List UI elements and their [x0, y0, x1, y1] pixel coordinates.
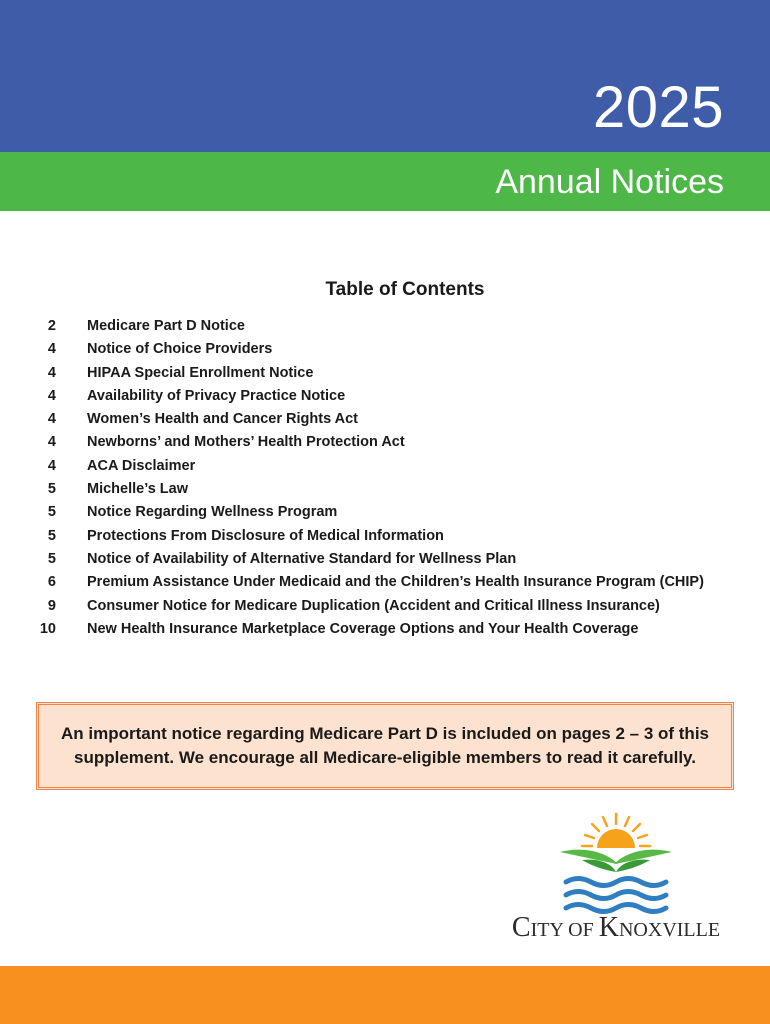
toc-entry-title: Premium Assistance Under Medicaid and the Children’s Health Insurance Program (CHIP) — [87, 574, 704, 591]
toc-entry-title: Notice of Availability of Alternative Standard for Wellness Plan — [87, 550, 517, 567]
toc-entry — [0, 455, 770, 478]
toc-page-number: 4 — [47, 457, 56, 474]
toc-entry — [0, 571, 770, 594]
toc-entry — [0, 618, 770, 641]
city-name-wordmark: CITY OF KNOXVILLE — [511, 912, 721, 943]
toc-entry-title: New Health Insurance Marketplace Coverage Options and Your Health Coverage — [87, 620, 639, 637]
document-title: Annual Notices — [495, 163, 724, 201]
toc-entry-title: Michelle’s Law — [87, 481, 188, 498]
toc-entry — [0, 338, 770, 361]
toc-entry-title: HIPAA Special Enrollment Notice — [87, 364, 314, 381]
toc-page-number: 5 — [47, 527, 56, 544]
toc-entry-title: Notice Regarding Wellness Program — [87, 504, 338, 521]
toc-entry — [0, 525, 770, 548]
toc-page-number: 9 — [47, 597, 56, 614]
toc-page-number: 4 — [47, 434, 56, 451]
toc-page-number: 4 — [47, 341, 56, 358]
toc-entry — [0, 478, 770, 501]
toc-page-number: 2 — [47, 318, 56, 334]
document-year: 2025 — [592, 75, 724, 140]
toc-entry-title: ACA Disclaimer — [87, 457, 196, 474]
toc-entry-title: Protections From Disclosure of Medical Information — [87, 527, 444, 544]
toc-entry — [0, 501, 770, 524]
medicare-notice-box — [36, 702, 734, 790]
notice-line-2: supplement. We encourage all Medicare-eligible members to read it carefully. — [74, 748, 696, 767]
toc-entry-title: Notice of Choice Providers — [87, 341, 273, 358]
toc-page-number: 10 — [39, 620, 56, 637]
toc-page-number: 5 — [47, 481, 56, 498]
toc-entry-title: Medicare Part D Notice — [87, 318, 245, 334]
toc-entry — [0, 362, 770, 385]
toc-entry — [0, 408, 770, 431]
toc-page-number: 4 — [47, 387, 56, 404]
toc-entry — [0, 385, 770, 408]
toc-entry — [0, 548, 770, 571]
notice-line-1: An important notice regarding Medicare Part D is included on pages 2 – 3 of this — [60, 724, 709, 743]
toc-entry — [0, 431, 770, 454]
toc-entry-title: Consumer Notice for Medicare Duplication (Accident and Critical Illness Insurance) — [87, 597, 660, 614]
toc-entry-title: Newborns’ and Mothers’ Health Protection Act — [87, 434, 405, 451]
medicare-notice-text — [61, 722, 709, 770]
toc-page-number: 5 — [47, 504, 56, 521]
toc-page-number: 4 — [47, 411, 56, 428]
toc-entry-title: Women’s Health and Cancer Rights Act — [87, 411, 358, 428]
toc-page-number: 5 — [47, 550, 56, 567]
toc-heading: Table of Contents — [325, 279, 485, 300]
toc-page-number: 4 — [47, 364, 56, 381]
toc-entry-title: Availability of Privacy Practice Notice — [87, 387, 346, 404]
toc-entry — [0, 595, 770, 618]
table-of-contents — [0, 315, 770, 641]
toc-entry — [0, 315, 770, 338]
footer-orange-band — [0, 966, 770, 1024]
toc-page-number: 6 — [47, 574, 56, 591]
